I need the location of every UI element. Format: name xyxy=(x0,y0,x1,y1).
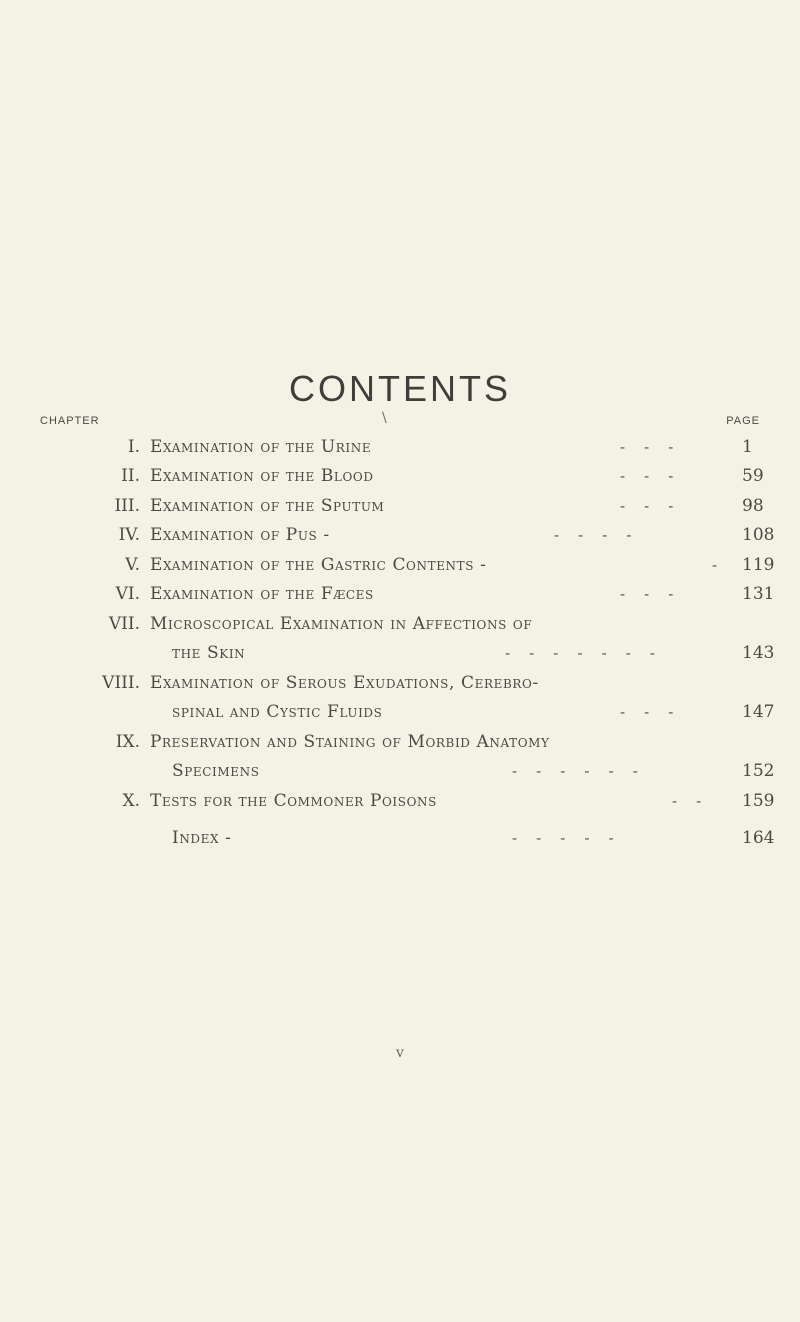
page-column-label: PAGE xyxy=(726,415,760,427)
page-number: 98 xyxy=(742,496,764,516)
leader-dots: - - - xyxy=(620,703,674,721)
leader-dots: - - - - - xyxy=(512,829,614,847)
page-title: CONTENTS xyxy=(289,368,511,409)
chapter-number: IX. xyxy=(115,732,140,752)
chapter-number: III. xyxy=(114,496,140,516)
chapter-title: Examination of the Gastric Contents - xyxy=(150,555,487,575)
chapter-number: IV. xyxy=(118,525,140,545)
chapter-title: Examination of Serous Exudations, Cerebro- xyxy=(150,673,539,693)
toc-entry xyxy=(0,493,800,519)
toc-entry xyxy=(0,670,800,696)
leader-dots: - - - - - - - xyxy=(505,644,655,662)
toc-entry-continuation xyxy=(0,758,800,784)
leader-dots: - xyxy=(712,556,718,574)
leader-dots: - - - - - - xyxy=(512,762,638,780)
leader-dots: - - - xyxy=(620,438,674,456)
toc-entry xyxy=(0,611,800,637)
chapter-title: Tests for the Commoner Poisons xyxy=(150,791,437,811)
toc-entry-continuation xyxy=(0,699,800,725)
chapter-title: Preservation and Staining of Morbid Anatomy xyxy=(150,732,550,752)
chapter-number: VI. xyxy=(115,584,140,604)
chapter-number: II. xyxy=(121,466,140,486)
leader-dots: - - - xyxy=(620,585,674,603)
toc-entry xyxy=(0,788,800,814)
chapter-title: Specimens xyxy=(172,761,260,781)
chapter-title: the Skin xyxy=(172,643,246,663)
chapter-column-label: CHAPTER xyxy=(40,415,100,427)
leader-dots: - - - - xyxy=(554,526,632,544)
stray-mark: \ xyxy=(382,410,387,426)
toc-entry xyxy=(0,463,800,489)
page-number: 131 xyxy=(742,584,775,604)
chapter-title: Examination of the Urine xyxy=(150,437,372,457)
chapter-number: VIII. xyxy=(102,673,140,693)
page-number: 119 xyxy=(742,555,775,575)
page-number: 108 xyxy=(742,525,775,545)
toc-entry xyxy=(0,581,800,607)
chapter-number: V. xyxy=(125,555,140,575)
leader-dots: - - xyxy=(672,792,702,810)
chapter-title: spinal and Cystic Fluids xyxy=(172,702,383,722)
page-number: 152 xyxy=(742,761,775,781)
page-number: 147 xyxy=(742,702,775,722)
page-number: 159 xyxy=(742,791,775,811)
page-number: 59 xyxy=(742,466,764,486)
toc-entry xyxy=(0,729,800,755)
leader-dots: - - - xyxy=(620,497,674,515)
folio-number: v xyxy=(396,1045,404,1061)
chapter-title: Examination of Pus - xyxy=(150,525,330,545)
toc-entry xyxy=(0,522,800,548)
chapter-title: Examination of the Fæces xyxy=(150,584,374,604)
index-title: Index - xyxy=(172,828,232,848)
chapter-number: I. xyxy=(127,437,140,457)
chapter-title: Examination of the Blood xyxy=(150,466,374,486)
page-number: 164 xyxy=(742,828,775,848)
toc-entry-continuation xyxy=(0,640,800,666)
toc-entry xyxy=(0,552,800,578)
toc-entry xyxy=(0,434,800,460)
leader-dots: - - - xyxy=(620,467,674,485)
page-number: 143 xyxy=(742,643,775,663)
page-number: 1 xyxy=(742,437,753,457)
chapter-number: X. xyxy=(122,791,140,811)
chapter-title: Examination of the Sputum xyxy=(150,496,385,516)
chapter-title: Microscopical Examination in Affections of xyxy=(150,614,533,634)
chapter-number: VII. xyxy=(108,614,140,634)
toc-entry-index xyxy=(0,825,800,851)
